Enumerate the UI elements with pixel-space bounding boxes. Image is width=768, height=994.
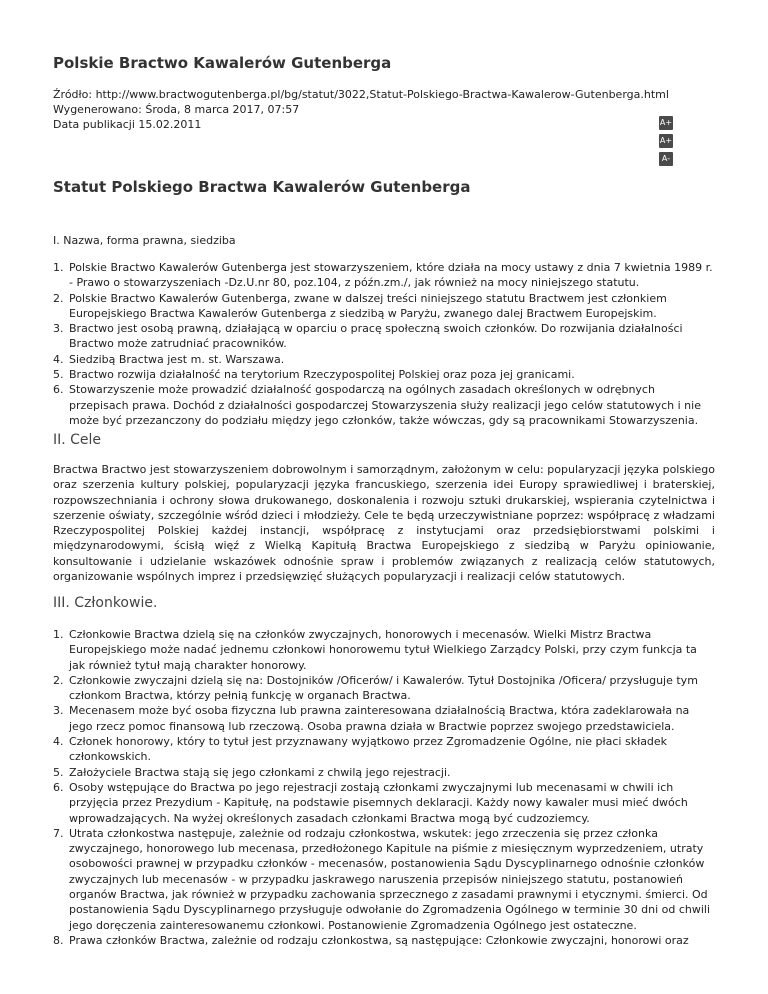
section-2-title: II. Cele [53,432,102,448]
list-item: 3. Bractwo jest osobą prawną, działającą w oparciu o pracę społeczną swoich członków. Do rozwijania działalności Bractwo może zatrudniać pracowników. [53,322,683,351]
site-title: Polskie Bractwo Kawalerów Gutenberga [53,54,392,72]
section-1-list [53,260,715,428]
list-item: 6. Stowarzyszenie może prowadzić działalność gospodarczą na ogólnych zasadach określonych w odrębnych przepisach prawa. Dochód z działalności gospodarczej Stowarzyszenia służy realizacji jego celów statutowych i nie może być przezanczony do podziału między jego członków, także wówczas, gdy są pracownikami Stowarzyszenia. [53,383,701,427]
section-3-list [53,627,715,948]
list-item: 4. Członek honorowy, który to tytuł jest przyznawany wyjątkowo przez Zgromadzenie Ogólne, nie płaci składek członkowskich. [53,735,668,764]
font-size-tools [659,116,675,170]
published-line: Data publikacji 15.02.2011 [53,118,202,132]
list-item: 1. Członkowie Bractwa dzielą się na członków zwyczajnych, honorowych i mecenasów. Wielki Mistrz Bractwa Europejskiego może nadać jednemu członkowi honorowemu tytuł Wielkiego Zarządcy Polski, przy czym funkcja ta jak również tytuł mają charakter honorowy. [53,628,697,672]
list-item: 7. Utrata członkostwa następuje, zależnie od rodzaju członkostwa, wskutek: jego zrzeczenia się przez członka zwyczajnego, honorowego lub mecenasa, przedłożonego Kapitule na piśmie z miesięcznym wyprzedzeniem, utraty osobowości prawnej w przypadku członków - mecenasów, postanowienia Sądu Dyscyplinarnego odnośnie członków zwyczajnych lub mecenasów - w przypadku jaskrawego naruszenia przepisów niniejszego statutu, postanowień organów Bractwa, jak również w przypadku zachowania sprzecznego z zasadami prawnymi i etycznymi. śmierci. Od postanowienia Sądu Dyscyplinarnego przysługuje odwołanie do Zgromadzenia Ogólnego w terminie 30 dni od chwili jego doręczenia zainteresowanemu członkowi. Postanowienie Zgromadzenia Ogólnego jest ostateczne. [53,826,711,932]
section-1-title: I. Nazwa, forma prawna, siedziba [53,234,236,247]
document-title: Statut Polskiego Bractwa Kawalerów Gutenberga [53,178,471,196]
list-item: 5. Bractwo rozwija działalność na terytorium Rzeczypospolitej Polskiej oraz poza jej granicami. [53,368,575,382]
font-decrease-icon[interactable]: A- [659,152,673,166]
font-increase-icon[interactable]: A+ [659,116,673,130]
source-line: Źródło: http://www.bractwogutenberga.pl/bg/statut/3022,Statut-Polskiego-Bractwa-Kawalerow-Gutenberga.html [53,88,669,101]
meta-info [53,87,669,133]
list-item: 6. Osoby wstępujące do Bractwa po jego rejestracji zostają członkami zwyczajnymi lub mecenasami w chwili ich przyjęcia przez Prezydium - Kapitułę, na podstawie pisemnych deklaracji. Każdy nowy kawaler musi mieć dwóch wprowadzających. Na wyżej określonych zasadach członkami Bractwa mogą być cudzoziemcy. [53,780,688,825]
list-item: 2. Członkowie zwyczajni dzielą się na: Dostojników /Oficerów/ i Kawalerów. Tytuł Dostojnika /Oficera/ przysługuje tym członkom Bractwa, którzy pełnią funkcję w organach Bractwa. [53,673,698,703]
list-item: 2. Polskie Bractwo Kawalerów Gutenberga, zwane w dalszej treści niniejszego statutu Bractwem jest członkiem Europejskiego Bractwa Kawalerów Gutenberga z siedzibą w Paryżu, zwanego dalej Bractwem Europejskim. [53,291,667,320]
list-item: 4. Siedzibą Bractwa jest m. st. Warszawa. [53,352,285,366]
list-item: 5. Założyciele Bractwa stają się jego członkami z chwilą jego rejestracji. [53,765,451,779]
generated-line: Wygenerowano: Środa, 8 marca 2017, 07:57 [53,103,300,117]
list-item: 1. Polskie Bractwo Kawalerów Gutenberga jest stowarzyszeniem, które działa na mocy ustawy z dnia 7 kwietnia 1989 r. - Prawo o stowarzyszeniach -Dz.U.nr 80, poz.104, z późn.zm./, jak również na mocy niniejszego statutu. [53,261,713,290]
list-item: 3. Mecenasem może być osoba fizyczna lub prawna zainteresowana działalnością Bractwa, która zadeklarowała na jego rzecz pomoc finansową lub rzeczową. Osoba prawna działa w Bractwie poprzez swojego przedstawiciela. [53,704,690,733]
section-3-title: III. Członkowie. [53,595,158,611]
font-increase-more-icon[interactable]: A+ [659,134,673,148]
section-2-text: Bractwa Bractwo jest stowarzyszeniem dobrowolnym i samorządnym, założonym w celu: popularyzacji języka polskiego oraz szerzenia kultury polskiej, popularyzacji języka francuskiego, szerzenia idei Europy sprawiedliwej i braterskiej, rozpowszechniania i ochrony słowa drukowanego, doskonalenia i rozwoju sztuki drukarskiej, wspierania czytelnictwa i szerzenie oświaty, szczególnie wśród dzieci i młodzieży. Cele te będą urzeczywistniane poprzez: współpracę z władzami Rzeczypospolitej Polskiej każdej instancji, współpracę z instytucjami oraz przedsiębiorstwami polskimi i międzynarodowymi, ścisłą więź z Wielką Kapitułą Bractwa Europejskiego z siedzibą w Paryżu opiniowanie, konsultowanie i udzielanie wskazówek odnośnie spraw i problemów związanych z realizacją celów statutowych, organizowanie wspólnych imprez i przedsięwzięć służących popularyzacji i realizacji celów statutowych. [53,463,715,584]
list-item: 8. Prawa członków Bractwa, zależnie od rodzaju członkostwa, są następujące: Członkowie zwyczajni, honorowi oraz [53,933,689,947]
